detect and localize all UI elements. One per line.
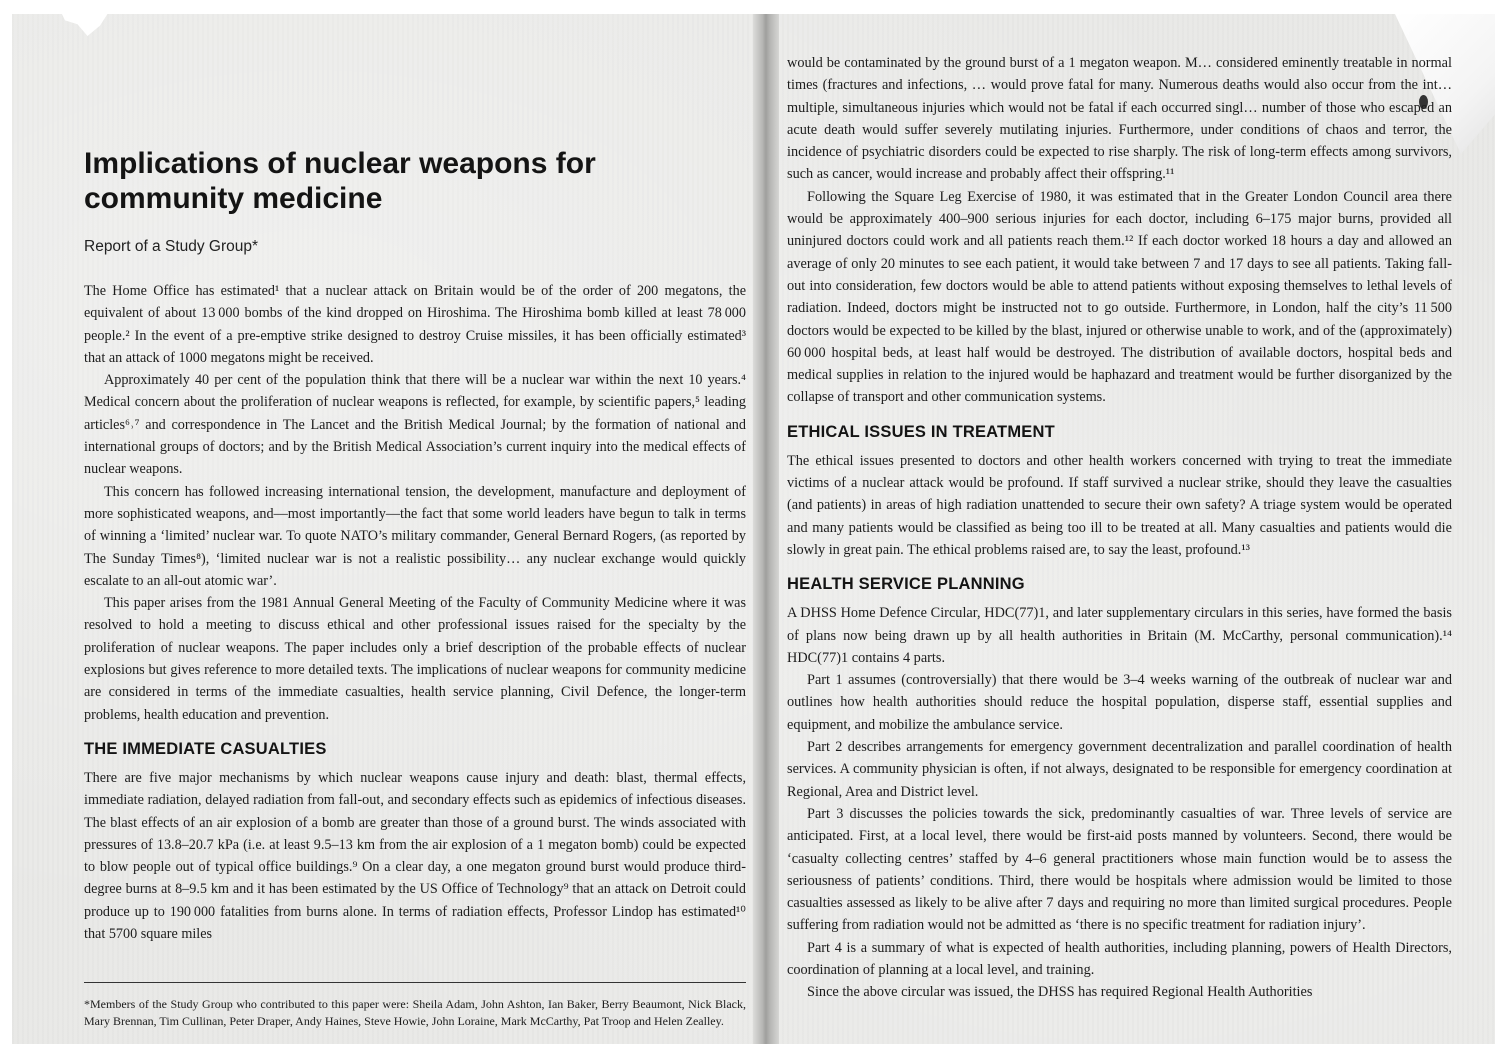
body-paragraph: This paper arises from the 1981 Annual General Meeting of the Faculty of Community Medicine where it was resolved to hold a meeting to discuss ethical and other professional issues raised for the specialty by the proliferation of nuclear weapons. The paper includes only a brief description of the probable effects of nuclear explosions but gives reference to more detailed texts. The implications of nuclear weapons for community medicine are considered in terms of the immediate casualties, health service planning, Civil Defence, the longer-term problems, health education and prevention.	[84, 595, 746, 723]
section-heading-ethical-issues: ETHICAL ISSUES IN TREATMENT	[787, 422, 1055, 441]
section-heading-health-service-planning: HEALTH SERVICE PLANNING	[787, 575, 1025, 594]
body-paragraph: Part 1 assumes (controversially) that there would be 3–4 weeks warning of the outbreak of nuclear war and outlines how health authorities should reduce the hospital population, disperse staff, essential supplies and equipment, and mobilize the ambulance service.	[787, 672, 1452, 733]
intro-paragraph: The Home Office has estimated¹ that a nuclear attack on Britain would be of the order of 200 megatons, the equivalent of about 13 000 bombs of the kind dropped on Hiroshima. The Hiroshima bomb killed at least 78 000 people.² In the event of a pre-emptive strike designed to destroy Cruise missiles, it has been officially estimated³ that an attack of 1000 megatons might be received.	[84, 283, 746, 366]
article-title: Implications of nuclear weapons for community medicine	[84, 147, 596, 215]
body-paragraph: There are five major mechanisms by which nuclear weapons cause injury and death: blast, thermal effects, immediate radiation, delayed radiation from fall-out, and secondary effects such as epidemics of infectious diseases. The blast effects of an air explosion of a bomb are greater than those of a ground burst. The winds associated with pressures of 13.8–20.7 kPa (i.e. at least 9.5–13 km from the air explosion of a 1 megaton bomb) could be expected to blow people out of typical office buildings.⁹ On a clear day, a one megaton ground burst would produce third-degree burns at 8–9.5 km and it has been estimated by the US Office of Technology⁹ that an attack on Detroit could produce up to 190 000 fatalities from burns alone. In terms of radiation effects, Professor Lindop has estimated¹⁰ that 5700 square miles	[84, 769, 746, 943]
body-paragraph: Part 3 discusses the policies towards the sick, predominantly casualties of war. Three levels of service are anticipated. First, at a local level, there would be first-aid posts manned by volunteers. Second, there would be ‘casualty collecting centres’ staffed by 4–6 general practitioners whose main function would be to assess the seriousness of patients’ conditions. Third, there would be hospitals where admission would be limited to those casualties assessed as likely to be alive after 7 days and requiring no more than limited surgical procedures. People suffering from radiation would not be admitted as ‘there is no specific treatment for radiation injury’.	[787, 805, 1452, 934]
body-paragraph: Part 2 describes arrangements for emergency government decentralization and parallel coordination of health services. A community physician is often, if not always, designated to be responsible for emergency coordination at Regional, Area and District level.	[787, 739, 1452, 800]
right-column	[787, 52, 1452, 1004]
body-paragraph: The ethical issues presented to doctors and other health workers concerned with trying to treat the immediate victims of a nuclear attack would be profound. If staff survived a nuclear strike, should they leave the casualties (and patients) in areas of high radiation unattended to secure their own safety? A triage system would be operated and many patients would be classified as being too ill to be treated at all. Many casualties and patients would die slowly in great pain. The ethical problems raised are, to say the least, profound.¹³	[787, 452, 1452, 558]
footnote-study-group-members: *Members of the Study Group who contributed to this paper were: Sheila Adam, John Ashton, Ian Baker, Berry Beaumont, Nick Black, Mary Brennan, Tim Cullinan, Peter Draper, Andy Haines, Steve Howie, John Loraine, Mark McCarthy, Pat Troop and Helen Zealley.	[84, 997, 746, 1028]
body-paragraph: Following the Square Leg Exercise of 1980, it was estimated that in the Greater London Council area there would be approximately 400–900 serious injuries for each doctor, including 6–175 major burns, provided all uninjured doctors could work and all patients reach them.¹² If each doctor worked 18 hours a day and allowed an average of only 20 minutes to see each patient, it would take between 7 and 17 days to see all patients. Taking fall-out into consideration, few doctors would be able to attend patients without exposing themselves to lethal levels of radiation. Indeed, doctors might be instructed not to go outside. Furthermore, in London, half the city’s 11 500 doctors would be expected to be killed by the blast, injured or otherwise unable to work, and of the (approximately) 60 000 hospital beds, at least half would be destroyed. The distribution of available doctors, hospital beds and medical supplies in relation to the injured would be haphazard and treatment would be further disorganized by the collapse of transport and other communication systems.	[787, 188, 1452, 406]
body-paragraph: Since the above circular was issued, the DHSS has required Regional Health Authorities	[807, 984, 1313, 1001]
body-paragraph: Part 4 is a summary of what is expected of health authorities, including planning, powers of Health Directors, coordination of planning at a local level, and training.	[787, 939, 1452, 978]
left-column	[84, 140, 746, 945]
article-subtitle: Report of a Study Group*	[84, 238, 259, 255]
body-paragraph: A DHSS Home Defence Circular, HDC(77)1, and later supplementary circulars in this series, have formed the basis of plans now being drawn up by all health authorities in Britain (M. McCarthy, personal communication).¹⁴ HDC(77)1 contains 4 parts.	[787, 605, 1452, 666]
footnote-divider	[84, 982, 746, 983]
body-paragraph: would be contaminated by the ground burst of a 1 megaton weapon. M… considered eminently treatable in normal times (fractures and infections, … would prove fatal for many. Numerous deaths would also occur from the int… multiple, simultaneous injuries which would not be fatal if each occurred singl… number of those who escaped an acute death would suffer severely mutilating injuries. Furthermore, under conditions of chaos and terror, the incidence of psychiatric disorders could be expected to rise sharply. The risk of long-term effects among survivors, such as cancer, would increase and probably affect their offspring.¹¹	[787, 55, 1452, 183]
body-paragraph: This concern has followed increasing international tension, the development, manufacture and deployment of more sophisticated weapons, and—most importantly—the fact that some world leaders have begun to talk in terms of winning a ‘limited’ nuclear war. To quote NATO’s military commander, General Bernard Rogers, (as reported by The Sunday Times⁸), ‘limited nuclear war is not a realistic possibility… any nuclear exchange would quickly escalate to an all-out atomic war’.	[84, 483, 746, 589]
body-paragraph: Approximately 40 per cent of the population think that there will be a nuclear war within the next 10 years.⁴ Medical concern about the proliferation of nuclear weapons is reflected, for example, by scientific papers,⁵ leading articles⁶˒⁷ and correspondence in The Lancet and the British Medical Journal; by the formation of national and international groups of doctors; and by the British Medical Association’s current inquiry into the medical effects of nuclear weapons.	[84, 372, 746, 478]
page-gutter-fold	[753, 14, 779, 1044]
section-heading-immediate-casualties: THE IMMEDIATE CASUALTIES	[84, 739, 327, 758]
